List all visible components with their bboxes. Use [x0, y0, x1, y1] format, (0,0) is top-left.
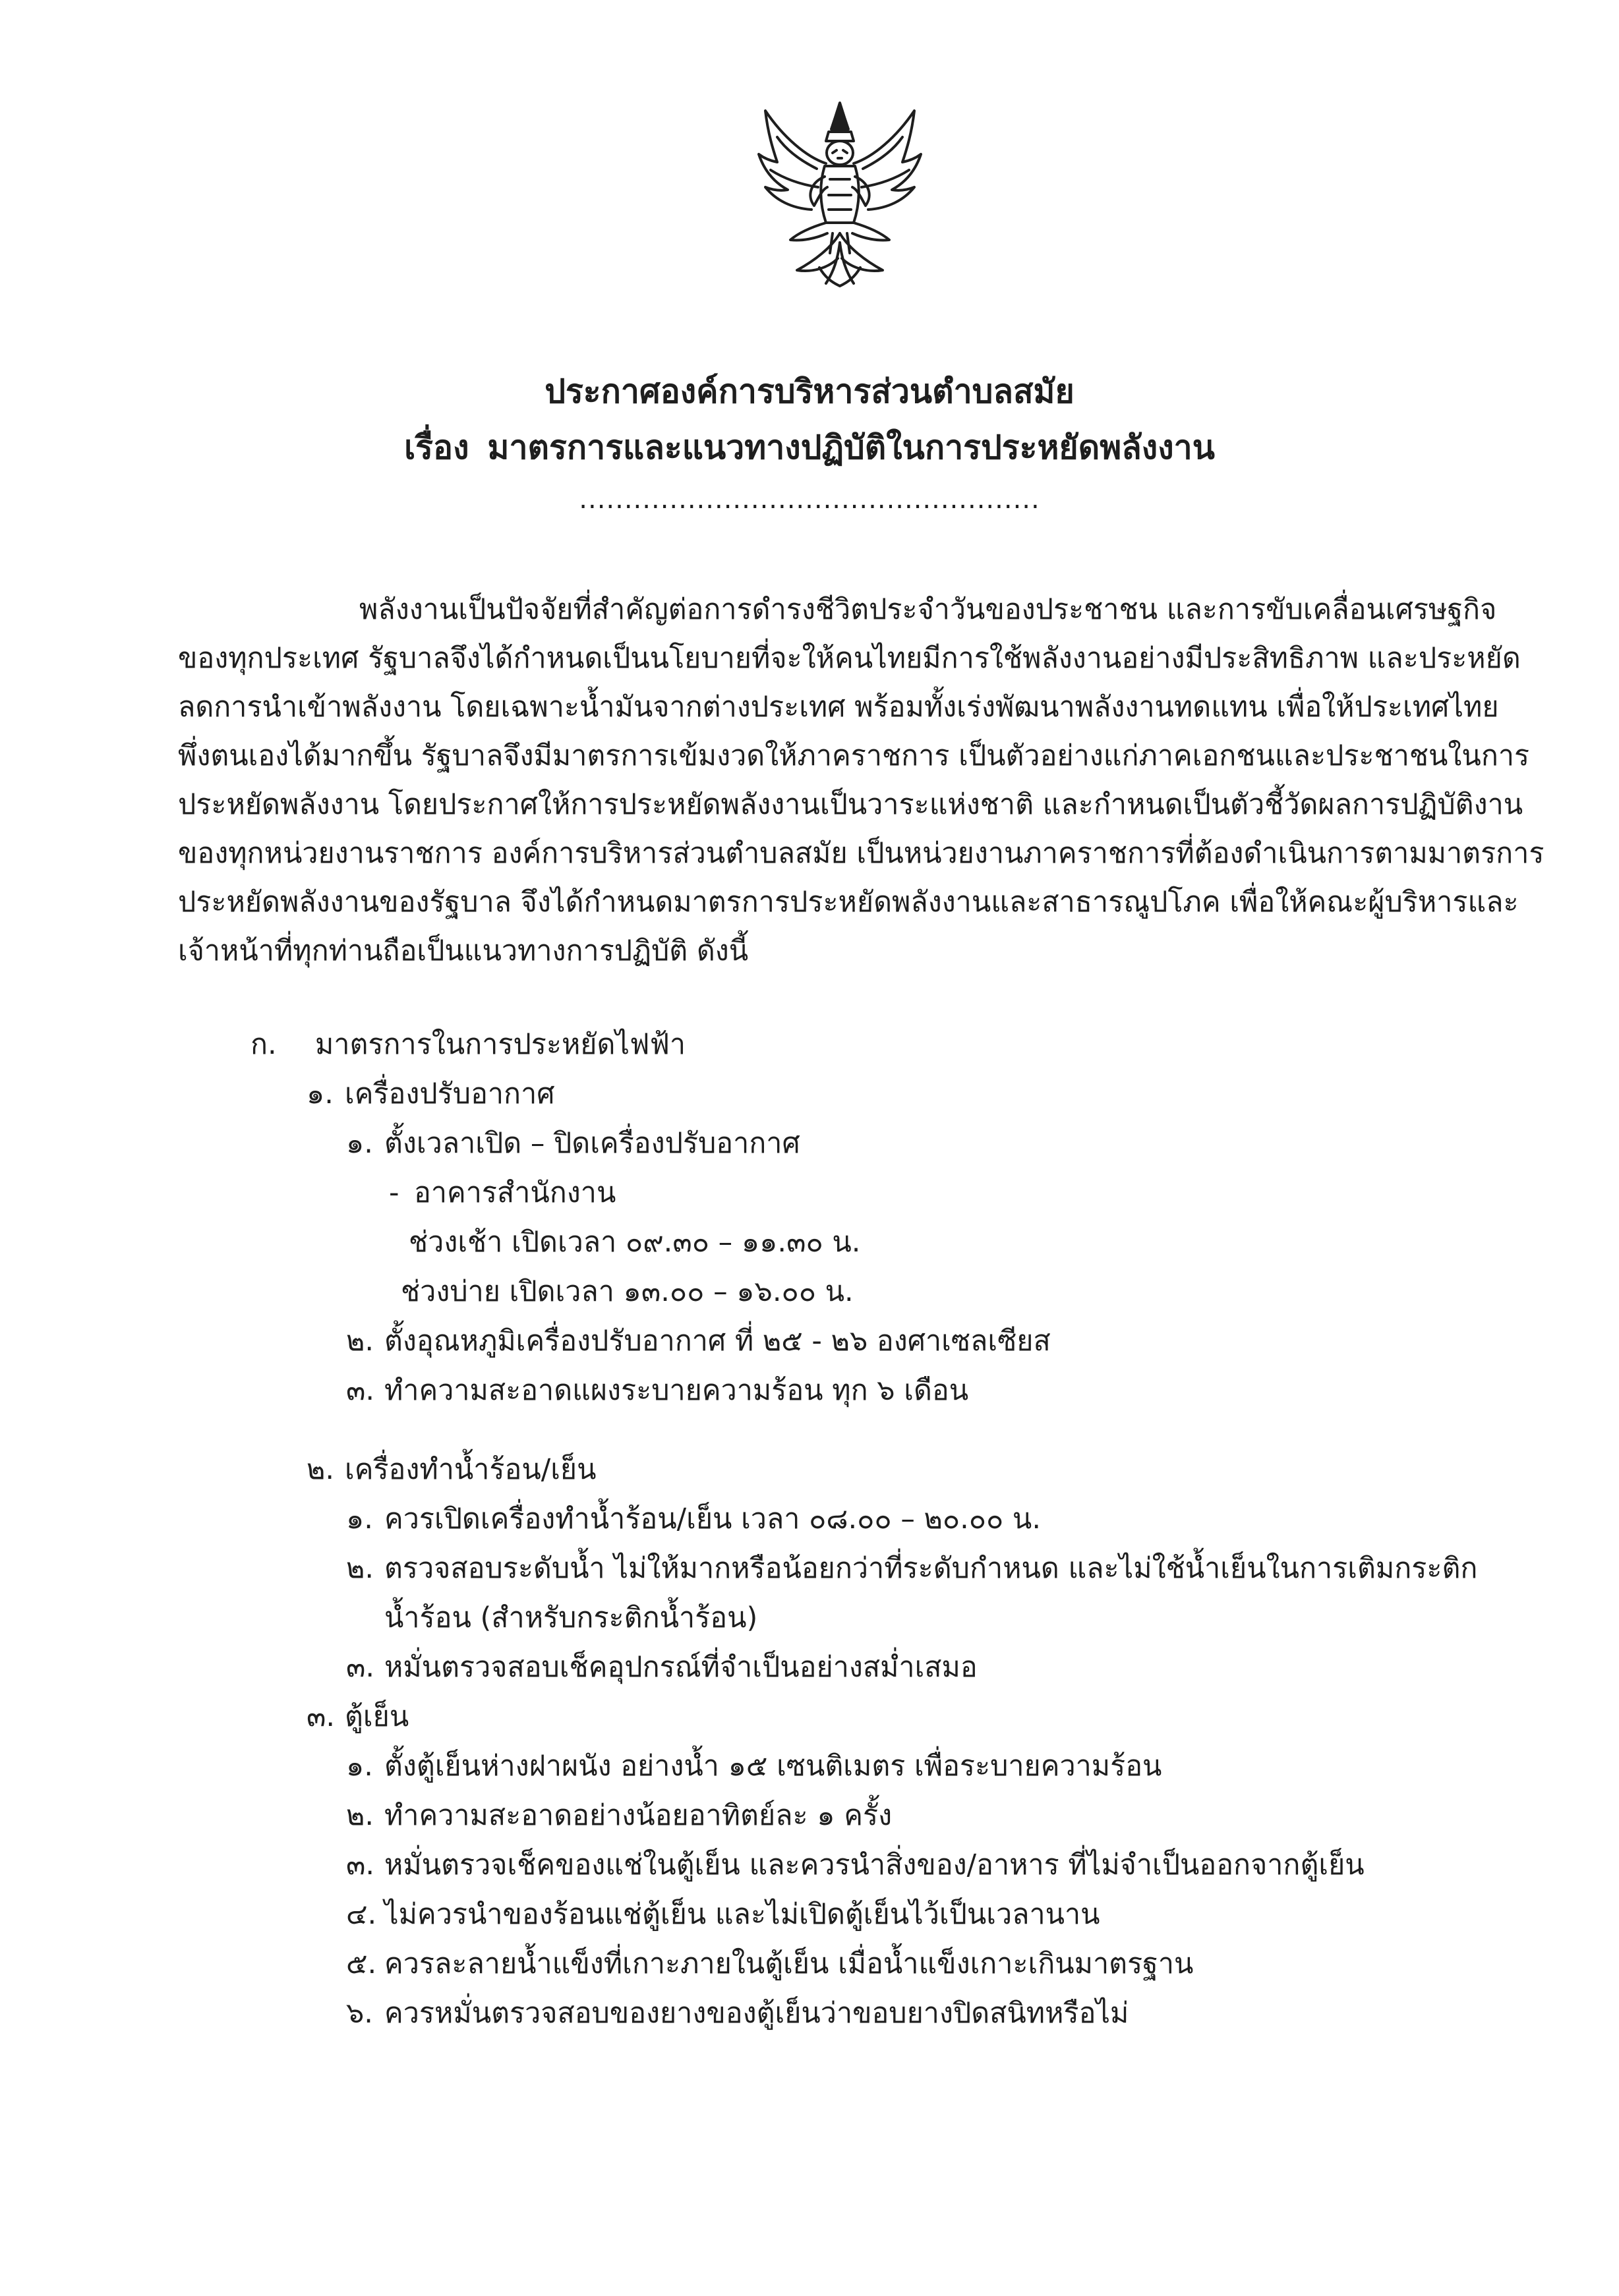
item-text: ควรเปิดเครื่องทำน้ำร้อน/เย็น เวลา ๐๘.๐๐ – ๒๐.๐๐ น. — [384, 1503, 1041, 1535]
list-item — [346, 1793, 892, 1837]
list-item — [409, 1219, 860, 1264]
item-marker: ๒. — [346, 1799, 374, 1832]
list-item — [346, 1496, 1041, 1541]
subject-text: มาตรการและแนวทางปฏิบัติในการประหยัดพลังงาน — [487, 428, 1215, 467]
item-marker: ๑. — [346, 1750, 373, 1783]
intro-line: พลังงานเป็นปัจจัยที่สำคัญต่อการดำรงชีวิตประจำวันของประชาชน และการขับเคลื่อนเศรษฐกิจ — [359, 593, 1497, 626]
title-separator: ................................................... — [579, 484, 1040, 515]
item-marker: ๓. — [346, 1374, 375, 1407]
intro-line: พึ่งตนเองได้มากขึ้น รัฐบาลจึงมีมาตรการเข้มงวดให้ภาคราชการ เป็นตัวอย่างแก่ภาคเอกชนและประชาชนในการ — [178, 739, 1530, 772]
group-marker: ๑. — [307, 1077, 334, 1110]
list-item — [346, 1842, 1365, 1887]
item-text: ตั้งตู้เย็นห่างฝาผนัง อย่างน้ำ ๑๕ เซนติเมตร เพื่อระบายความร้อน — [384, 1750, 1162, 1783]
list-item — [346, 1941, 1193, 1986]
list-item — [384, 1595, 757, 1640]
section-heading-text: มาตรการในการประหยัดไฟฟ้า — [315, 1028, 686, 1061]
intro-line: เจ้าหน้าที่ทุกท่านถือเป็นแนวทางการปฏิบัติ ดังนี้ — [178, 934, 749, 967]
item-marker: ๒. — [346, 1325, 374, 1358]
section-heading — [250, 1021, 686, 1066]
item-marker: ๕. — [346, 1947, 377, 1980]
item-marker: ๑. — [346, 1503, 373, 1535]
intro-line: ลดการนำเข้าพลังงาน โดยเฉพาะน้ำมันจากต่างประเทศ พร้อมทั้งเร่งพัฒนาพลังงานทดแทน เพื่อให้ประเทศไทย — [178, 691, 1499, 724]
item-marker: ๔. — [346, 1898, 377, 1931]
item-text: หมั่นตรวจเช็คของแช่ในตู้เย็น และควรนำสิ่งของ/อาหาร ที่ไม่จำเป็นออกจากตู้เย็น — [384, 1849, 1365, 1881]
item-marker: ๑. — [346, 1127, 373, 1160]
group-marker: ๓. — [307, 1700, 336, 1733]
list-item — [346, 1891, 1100, 1936]
list-item — [346, 1545, 1477, 1590]
intro-line: ของทุกประเทศ รัฐบาลจึงได้กำหนดเป็นนโยบายที่จะให้คนไทยมีการใช้พลังงานอย่างมีประสิทธิภาพ และประหยัด — [178, 642, 1521, 675]
group-marker: ๒. — [307, 1453, 335, 1486]
group-title: เครื่องทำน้ำร้อน/เย็น — [345, 1453, 597, 1486]
item-text: ทำความสะอาดแผงระบายความร้อน ทุก ๖ เดือน — [384, 1374, 969, 1407]
list-item — [346, 1120, 800, 1165]
item-marker: ๓. — [346, 1849, 375, 1881]
list-item — [346, 1367, 968, 1412]
item-text: หมั่นตรวจสอบเช็คอุปกรณ์ที่จำเป็นอย่างสม่ำเสมอ — [384, 1651, 978, 1684]
list-item — [401, 1269, 854, 1313]
item-marker: ๖. — [346, 1997, 373, 2030]
item-text: ตรวจสอบระดับน้ำ ไม่ให้มากหรือน้อยกว่าที่ระดับกำหนด และไม่ใช้น้ำเย็นในการเติมกระติก — [384, 1552, 1478, 1585]
item-marker: - — [389, 1176, 399, 1209]
group-title: เครื่องปรับอากาศ — [345, 1077, 555, 1110]
garuda-emblem-icon — [753, 98, 926, 289]
list-item — [346, 1743, 1162, 1788]
intro-line: ประหยัดพลังงาน โดยประกาศให้การประหยัดพลังงานเป็นวาระแห่งชาติ และกำหนดเป็นตัวชี้วัดผลการปฏิบัติงาน — [178, 788, 1523, 821]
intro-line: ประหยัดพลังงานของรัฐบาล จึงได้กำหนดมาตรการประหยัดพลังงานและสาธารณูปโภค เพื่อให้คณะผู้บริหารและ — [178, 886, 1519, 919]
item-text: ช่วงบ่าย เปิดเวลา ๑๓.๐๐ – ๑๖.๐๐ น. — [401, 1275, 854, 1308]
list-item — [389, 1170, 616, 1215]
list-item — [346, 1990, 1129, 2035]
item-text: ควรหมั่นตรวจสอบของยางของตู้เย็นว่าขอบยางปิดสนิทหรือไม่ — [384, 1997, 1129, 2030]
item-text: ทำความสะอาดอย่างน้อยอาทิตย์ละ ๑ ครั้ง — [384, 1799, 893, 1832]
item-marker: ๒. — [346, 1552, 374, 1585]
item-text: ตั้งเวลาเปิด – ปิดเครื่องปรับอากาศ — [384, 1127, 800, 1160]
intro-line: ของทุกหน่วยงานราชการ องค์การบริหารส่วนตำบลสมัย เป็นหน่วยงานภาคราชการที่ต้องดำเนินการตามมาตรการ — [178, 837, 1545, 870]
item-text: ไม่ควรนำของร้อนแช่ตู้เย็น และไม่เปิดตู้เย็นไว้เป็นเวลานาน — [384, 1898, 1100, 1931]
list-item — [346, 1318, 1051, 1363]
list-item — [346, 1644, 978, 1689]
group-heading — [307, 1447, 597, 1491]
subject-line — [0, 422, 1619, 474]
item-text: อาคารสำนักงาน — [414, 1176, 616, 1209]
item-marker: ๓. — [346, 1651, 375, 1684]
group-heading — [307, 1071, 555, 1116]
subject-label: เรื่อง — [404, 428, 469, 467]
item-text: น้ำร้อน (สำหรับกระติกน้ำร้อน) — [384, 1601, 758, 1634]
group-heading — [307, 1694, 409, 1738]
section-marker: ก. — [250, 1028, 277, 1061]
item-text: ตั้งอุณหภูมิเครื่องปรับอากาศ ที่ ๒๕ - ๒๖ องศาเซลเซียส — [384, 1325, 1051, 1358]
item-text: ควรละลายน้ำแข็งที่เกาะภายในตู้เย็น เมื่อน้ำแข็งเกาะเกินมาตรฐาน — [384, 1947, 1194, 1980]
page-title: ประกาศองค์การบริหารส่วนตำบลสมัย — [545, 372, 1074, 411]
item-text: ช่วงเช้า เปิดเวลา ๐๙.๓๐ – ๑๑.๓๐ น. — [409, 1226, 861, 1259]
group-title: ตู้เย็น — [345, 1700, 409, 1733]
